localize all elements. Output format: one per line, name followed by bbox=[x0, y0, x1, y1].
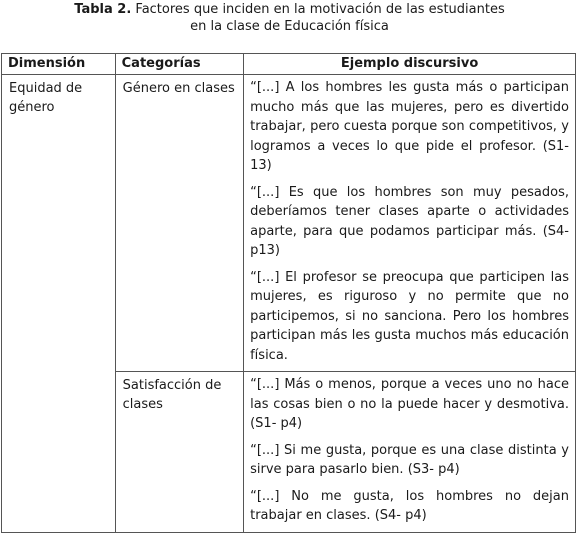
caption-line-1 bbox=[0, 1, 579, 18]
header-dimension: Dimensión bbox=[2, 54, 116, 75]
quote-text: “[...] El profesor se preocupa que participen las mujeres, es riguroso y no permite que no participemos, si no sanciona. Pero los hombres participan más les gusta muchos más educación física. bbox=[250, 269, 569, 363]
caption-title-part-1: Factores que inciden en la motivación de las estudiantes bbox=[135, 2, 505, 17]
category-label: Satisfacción de clases bbox=[122, 378, 222, 412]
quote-text: “[...] A los hombres les gusta más o participan mucho más que las mujeres, pero es divertido trabajar, pero cuesta porque son competitivos, y logramos a veces lo que pide el profesor. (S1- 13) bbox=[250, 80, 569, 173]
quote-text: “[...] Es que los hombres son muy pesados, deberíamos tener clases aparte o actividades aparte, para que podamos participar más. (S4- p13) bbox=[250, 184, 569, 258]
dimension-cell bbox=[2, 75, 116, 533]
quote-text: “[...] No me gusta, los hombres no dejan trabajar en clases. (S4- p4) bbox=[250, 488, 569, 523]
quotes-cell bbox=[244, 372, 576, 533]
category-cell bbox=[115, 75, 243, 372]
category-label: Género en clases bbox=[122, 81, 235, 96]
quote-text: “[...] Si me gusta, porque es una clase distinta y sirve para pasarlo bien. (S3- p4) bbox=[250, 442, 569, 477]
category-cell bbox=[115, 372, 243, 533]
factors-table bbox=[1, 53, 576, 533]
table-caption bbox=[0, 1, 579, 35]
caption-label: Tabla 2. bbox=[74, 2, 132, 17]
dimension-label: Equidad de género bbox=[9, 81, 83, 115]
header-row bbox=[2, 54, 576, 75]
quotes-cell bbox=[244, 75, 576, 372]
caption-title-part-2: en la clase de Educación física bbox=[190, 19, 389, 34]
quote-text: “[...] Más o menos, porque a veces uno no hace las cosas bien o no la puede hacer y desmotiva. (S1- p4) bbox=[250, 377, 569, 431]
header-categories: Categorías bbox=[115, 54, 243, 75]
header-example: Ejemplo discursivo bbox=[244, 54, 576, 75]
table-row bbox=[2, 75, 576, 372]
